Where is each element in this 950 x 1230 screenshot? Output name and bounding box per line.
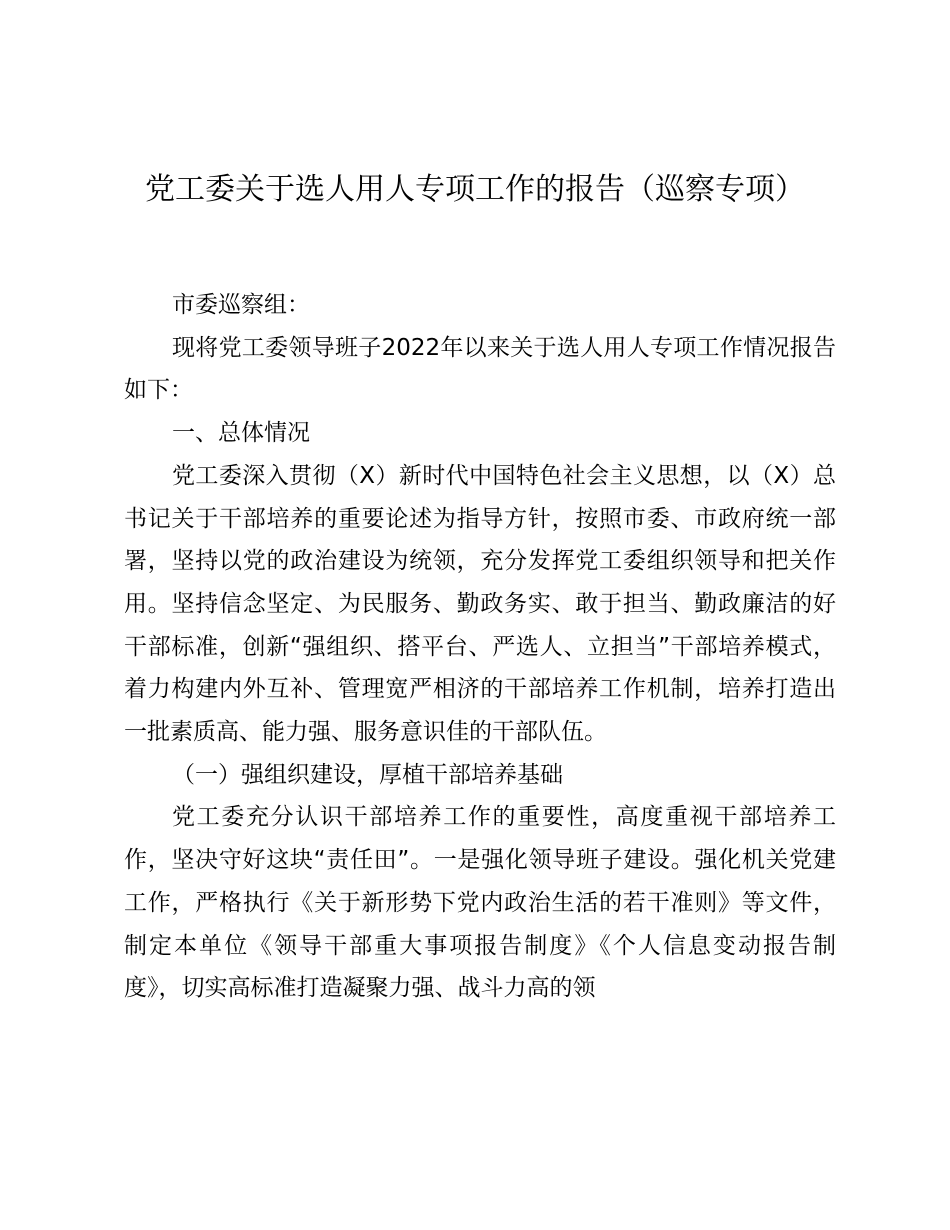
document-body	[124, 284, 836, 1010]
subsection-heading: （一）强组织建设，厚植干部培养基础	[172, 761, 563, 788]
salutation: 市委巡察组：	[172, 292, 310, 318]
intro-paragraph: 现将党工委领导班子2022年以来关于选人用人专项工作情况报告如下：	[124, 334, 836, 404]
section-paragraph: 党工委深入贯彻（X）新时代中国特色社会主义思想，以（X）总书记关于干部培养的重要论述为指导方针，按照市委、市政府统一部署，坚持以党的政治建设为统领，充分发挥党工委组织领导和把关作用。坚持信念坚定、为民服务、勤政务实、敢于担当、勤政廉洁的好干部标准，创新“强组织、搭平台、严选人、立担当”干部培养模式，着力构建内外互补、管理宽严相济的干部培养工作机制，培养打造出一批素质高、能力强、服务意识佳的干部队伍。	[124, 462, 836, 746]
subsection-paragraph: 党工委充分认识干部培养工作的重要性，高度重视干部培养工作，坚决守好这块“责任田”。一是强化领导班子建设。强化机关党建工作，严格执行《关于新形势下党内政治生活的若干准则》等文件，制定本单位《领导干部重大事项报告制度》《个人信息变动报告制度》，切实高标准打造凝聚力强、战斗力高的领	[124, 804, 836, 1002]
document-title: 党工委关于选人用人专项工作的报告（巡察专项）	[145, 172, 805, 207]
section-heading: 一、总体情况	[172, 420, 310, 447]
